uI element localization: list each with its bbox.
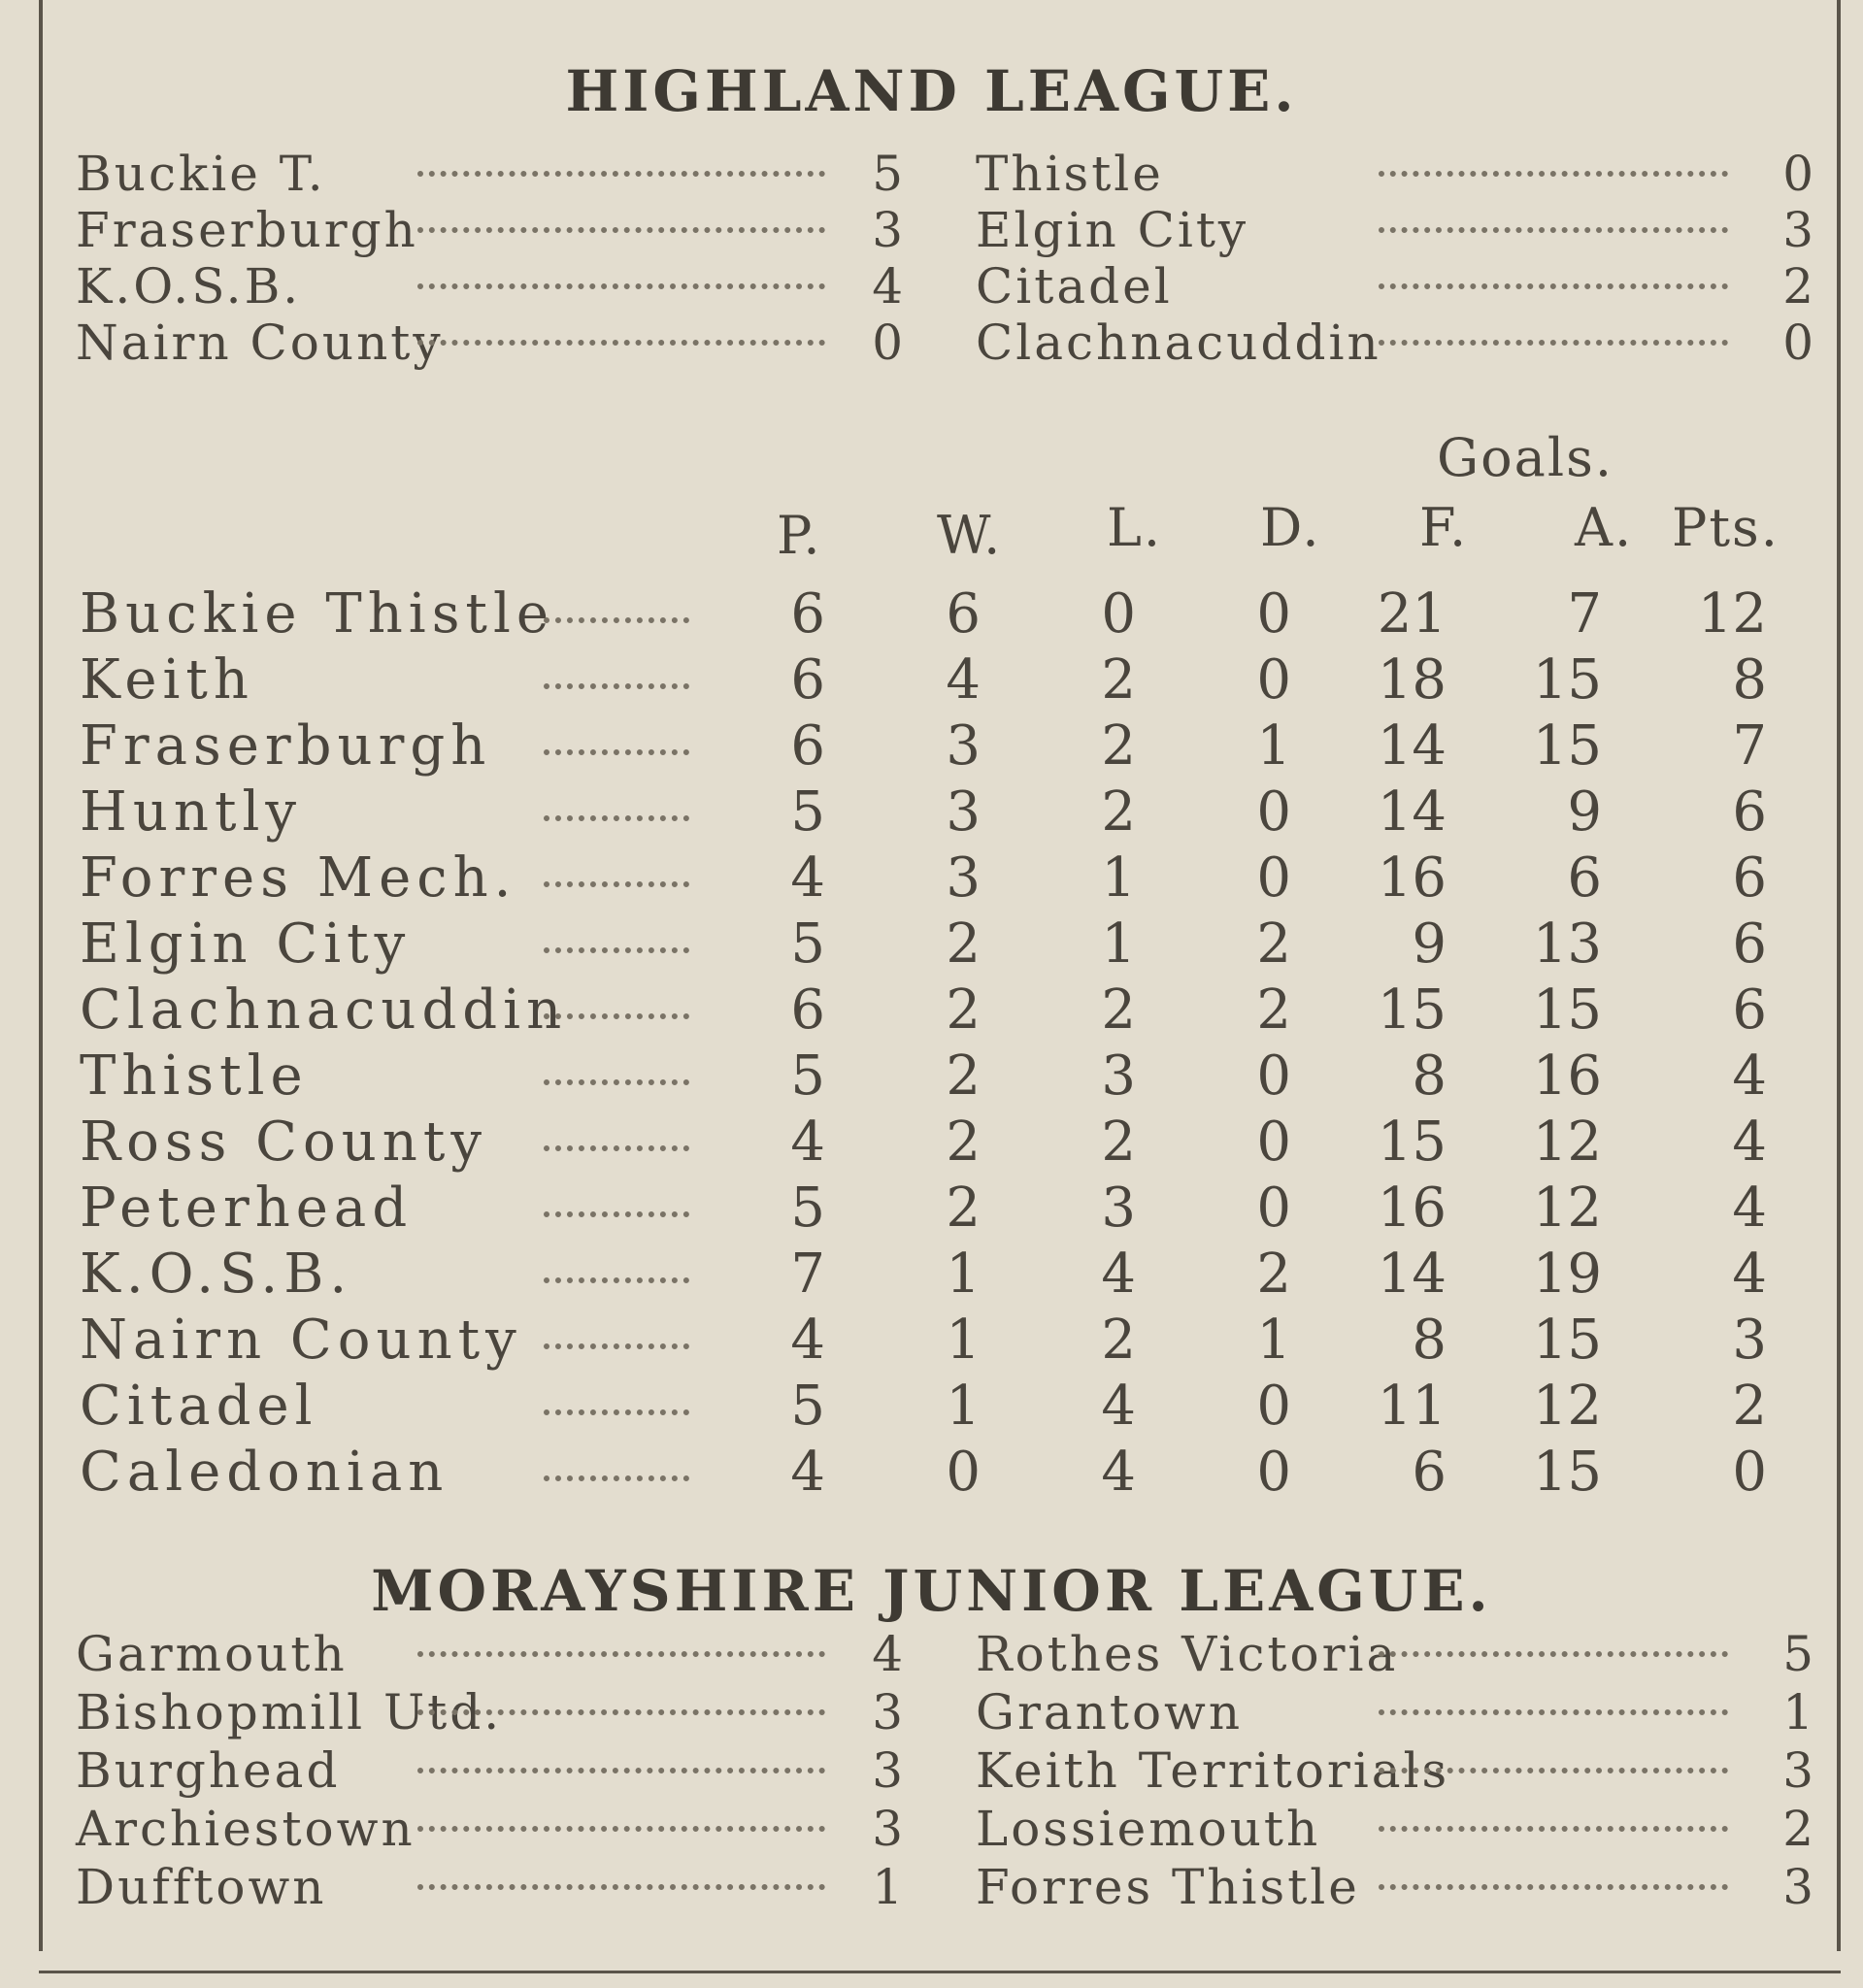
leader-dots <box>544 1409 689 1415</box>
stat-a: 12 <box>1532 1176 1602 1240</box>
team-name: Fraserburgh <box>80 714 492 778</box>
stat-p: 5 <box>790 1044 825 1108</box>
away-team: Clachnacuddin <box>976 315 1381 371</box>
leader-dots <box>417 1884 825 1890</box>
stat-f: 18 <box>1377 648 1447 712</box>
stat-p: 6 <box>790 648 825 712</box>
stat-f: 14 <box>1377 780 1447 844</box>
stat-f: 14 <box>1377 1242 1447 1306</box>
stat-d: 1 <box>1256 1309 1291 1372</box>
home-team: Fraserburgh <box>76 202 418 258</box>
team-name: Buckie Thistle <box>80 582 554 646</box>
leader-dots <box>544 1277 689 1283</box>
result-row <box>0 1801 1863 1861</box>
home-team: Burghead <box>76 1742 341 1799</box>
away-team: Elgin City <box>976 202 1249 258</box>
stat-w: 2 <box>946 912 981 976</box>
stat-d: 1 <box>1256 714 1291 778</box>
stat-w: 2 <box>946 1044 981 1108</box>
home-team: K.O.S.B. <box>76 258 302 315</box>
stat-p: 6 <box>790 582 825 646</box>
stat-w: 2 <box>946 1110 981 1174</box>
stat-l: 4 <box>1101 1441 1136 1504</box>
stat-pts: 4 <box>1732 1176 1767 1240</box>
home-team: Bishopmill Utd. <box>76 1684 503 1740</box>
leader-dots <box>544 1013 689 1019</box>
table-row <box>0 1242 1863 1309</box>
team-name: Elgin City <box>80 912 412 976</box>
leader-dots <box>1379 340 1728 346</box>
stat-d: 0 <box>1256 1044 1291 1108</box>
leader-dots <box>417 1768 825 1773</box>
leader-dots <box>1379 1884 1728 1890</box>
away-score: 3 <box>1782 1742 1813 1799</box>
header-points: Pts. <box>1672 497 1780 558</box>
stat-f: 8 <box>1412 1044 1447 1108</box>
leader-dots <box>544 1211 689 1217</box>
header-goals-for: F. <box>1419 497 1469 558</box>
stat-d: 0 <box>1256 582 1291 646</box>
leader-dots <box>417 283 825 289</box>
table-row <box>0 846 1863 912</box>
table-row <box>0 1176 1863 1242</box>
stat-p: 5 <box>790 1375 825 1438</box>
stat-d: 0 <box>1256 1441 1291 1504</box>
stat-p: 5 <box>790 780 825 844</box>
stat-a: 15 <box>1532 1441 1602 1504</box>
away-score: 3 <box>1782 1859 1813 1915</box>
leader-dots <box>544 1343 689 1349</box>
result-row <box>0 315 1863 375</box>
stat-l: 4 <box>1101 1375 1136 1438</box>
table-row <box>0 1110 1863 1176</box>
leader-dots <box>544 1475 689 1481</box>
stat-w: 3 <box>946 846 981 910</box>
stat-f: 15 <box>1377 1110 1447 1174</box>
team-name: Nairn County <box>80 1309 522 1372</box>
stat-pts: 2 <box>1732 1375 1767 1438</box>
stat-l: 2 <box>1101 978 1136 1042</box>
team-name: Keith <box>80 648 254 712</box>
stat-pts: 7 <box>1732 714 1767 778</box>
stat-pts: 6 <box>1732 846 1767 910</box>
home-team: Nairn County <box>76 315 444 371</box>
stat-l: 2 <box>1101 780 1136 844</box>
stat-f: 15 <box>1377 978 1447 1042</box>
result-row <box>0 1626 1863 1686</box>
stat-pts: 4 <box>1732 1044 1767 1108</box>
leader-dots <box>1379 227 1728 233</box>
home-score: 0 <box>872 315 903 371</box>
leader-dots <box>417 1826 825 1832</box>
stat-d: 0 <box>1256 648 1291 712</box>
stat-pts: 4 <box>1732 1242 1767 1306</box>
table-row <box>0 1441 1863 1507</box>
stat-l: 0 <box>1101 582 1136 646</box>
leader-dots <box>544 881 689 887</box>
stat-f: 16 <box>1377 846 1447 910</box>
away-score: 2 <box>1782 1801 1813 1857</box>
result-row <box>0 202 1863 262</box>
stat-pts: 0 <box>1732 1441 1767 1504</box>
stat-pts: 6 <box>1732 912 1767 976</box>
table-row <box>0 912 1863 978</box>
stat-d: 0 <box>1256 846 1291 910</box>
away-team: Rothes Victoria <box>976 1626 1399 1682</box>
stat-pts: 4 <box>1732 1110 1767 1174</box>
home-score: 4 <box>872 1626 903 1682</box>
away-score: 3 <box>1782 202 1813 258</box>
stat-w: 1 <box>946 1375 981 1438</box>
header-goals-against: A. <box>1575 497 1634 558</box>
team-name: K.O.S.B. <box>80 1242 353 1306</box>
header-played: P. <box>777 505 822 566</box>
stat-p: 7 <box>790 1242 825 1306</box>
stat-f: 6 <box>1412 1441 1447 1504</box>
stat-pts: 12 <box>1697 582 1767 646</box>
result-row <box>0 146 1863 206</box>
stat-a: 12 <box>1532 1110 1602 1174</box>
away-team: Forres Thistle <box>976 1859 1360 1915</box>
table-row <box>0 978 1863 1044</box>
stat-l: 3 <box>1101 1044 1136 1108</box>
home-score: 3 <box>872 1684 903 1740</box>
stat-p: 4 <box>790 846 825 910</box>
stat-f: 21 <box>1377 582 1447 646</box>
stat-f: 16 <box>1377 1176 1447 1240</box>
leader-dots <box>417 340 825 346</box>
table-row <box>0 582 1863 648</box>
leader-dots <box>417 171 825 177</box>
bottom-rule <box>39 1971 1841 1973</box>
highland-league-heading: HIGHLAND LEAGUE. <box>565 58 1298 124</box>
stat-w: 6 <box>946 582 981 646</box>
stat-a: 7 <box>1567 582 1602 646</box>
leader-dots <box>544 1079 689 1085</box>
stat-l: 2 <box>1101 714 1136 778</box>
stat-f: 9 <box>1412 912 1447 976</box>
team-name: Peterhead <box>80 1176 414 1240</box>
stat-w: 1 <box>946 1309 981 1372</box>
away-team: Grantown <box>976 1684 1244 1740</box>
stat-pts: 8 <box>1732 648 1767 712</box>
stat-w: 3 <box>946 714 981 778</box>
away-score: 1 <box>1782 1684 1813 1740</box>
table-row <box>0 714 1863 780</box>
leader-dots <box>1379 1826 1728 1832</box>
stat-w: 2 <box>946 978 981 1042</box>
stat-p: 6 <box>790 978 825 1042</box>
team-name: Caledonian <box>80 1441 449 1504</box>
stat-l: 4 <box>1101 1242 1136 1306</box>
morayshire-league-heading: MORAYSHIRE JUNIOR LEAGUE. <box>371 1558 1492 1624</box>
stat-a: 16 <box>1532 1044 1602 1108</box>
result-row <box>0 1684 1863 1744</box>
stat-p: 6 <box>790 714 825 778</box>
away-score: 5 <box>1782 1626 1813 1682</box>
stat-w: 4 <box>946 648 981 712</box>
result-row <box>0 1742 1863 1803</box>
away-team: Keith Territorials <box>976 1742 1450 1799</box>
goals-label: Goals. <box>1437 427 1613 488</box>
result-row <box>0 258 1863 318</box>
leader-dots <box>1379 1651 1728 1657</box>
table-row <box>0 1309 1863 1375</box>
home-score: 3 <box>872 202 903 258</box>
stat-d: 0 <box>1256 1176 1291 1240</box>
leader-dots <box>544 617 689 623</box>
leader-dots <box>544 1145 689 1151</box>
stat-a: 15 <box>1532 978 1602 1042</box>
home-score: 3 <box>872 1742 903 1799</box>
home-score: 4 <box>872 258 903 315</box>
header-drawn: D. <box>1260 497 1321 558</box>
header-won: W. <box>937 505 1003 566</box>
stat-l: 2 <box>1101 1309 1136 1372</box>
stat-l: 2 <box>1101 1110 1136 1174</box>
away-team: Citadel <box>976 258 1173 315</box>
leader-dots <box>544 815 689 821</box>
stat-l: 1 <box>1101 846 1136 910</box>
away-score: 0 <box>1782 315 1813 371</box>
home-team: Garmouth <box>76 1626 348 1682</box>
away-team: Thistle <box>976 146 1164 202</box>
stat-a: 15 <box>1532 714 1602 778</box>
leader-dots <box>1379 283 1728 289</box>
stat-f: 14 <box>1377 714 1447 778</box>
stat-pts: 3 <box>1732 1309 1767 1372</box>
stat-d: 0 <box>1256 780 1291 844</box>
home-team: Dufftown <box>76 1859 327 1915</box>
leader-dots <box>417 1709 825 1715</box>
stat-l: 1 <box>1101 912 1136 976</box>
stat-f: 8 <box>1412 1309 1447 1372</box>
stat-pts: 6 <box>1732 978 1767 1042</box>
stat-p: 4 <box>790 1309 825 1372</box>
stat-f: 11 <box>1377 1375 1447 1438</box>
team-name: Clachnacuddin <box>80 978 568 1042</box>
stat-p: 5 <box>790 912 825 976</box>
stat-w: 2 <box>946 1176 981 1240</box>
home-score: 5 <box>872 146 903 202</box>
stat-p: 5 <box>790 1176 825 1240</box>
stat-w: 0 <box>946 1441 981 1504</box>
stat-a: 6 <box>1567 846 1602 910</box>
stat-pts: 6 <box>1732 780 1767 844</box>
stat-d: 2 <box>1256 912 1291 976</box>
team-name: Forres Mech. <box>80 846 517 910</box>
leader-dots <box>1379 1768 1728 1773</box>
table-row <box>0 648 1863 714</box>
stat-p: 4 <box>790 1110 825 1174</box>
stat-p: 4 <box>790 1441 825 1504</box>
team-name: Ross County <box>80 1110 487 1174</box>
leader-dots <box>544 683 689 689</box>
table-row <box>0 1375 1863 1441</box>
leader-dots <box>1379 1709 1728 1715</box>
stat-d: 0 <box>1256 1110 1291 1174</box>
leader-dots <box>544 749 689 755</box>
stat-a: 13 <box>1532 912 1602 976</box>
stat-a: 15 <box>1532 1309 1602 1372</box>
stat-w: 1 <box>946 1242 981 1306</box>
home-team: Buckie T. <box>76 146 326 202</box>
stat-w: 3 <box>946 780 981 844</box>
leader-dots <box>544 947 689 953</box>
stat-d: 2 <box>1256 978 1291 1042</box>
table-row <box>0 780 1863 846</box>
leader-dots <box>417 227 825 233</box>
table-row <box>0 1044 1863 1110</box>
result-row <box>0 1859 1863 1919</box>
stat-d: 0 <box>1256 1375 1291 1438</box>
away-team: Lossiemouth <box>976 1801 1321 1857</box>
team-name: Citadel <box>80 1375 318 1438</box>
header-lost: L. <box>1107 497 1163 558</box>
team-name: Huntly <box>80 780 303 844</box>
stat-d: 2 <box>1256 1242 1291 1306</box>
stat-a: 9 <box>1567 780 1602 844</box>
home-score: 3 <box>872 1801 903 1857</box>
stat-a: 19 <box>1532 1242 1602 1306</box>
home-score: 1 <box>872 1859 903 1915</box>
leader-dots <box>417 1651 825 1657</box>
stat-l: 3 <box>1101 1176 1136 1240</box>
home-team: Archiestown <box>76 1801 416 1857</box>
away-score: 2 <box>1782 258 1813 315</box>
stat-a: 12 <box>1532 1375 1602 1438</box>
leader-dots <box>1379 171 1728 177</box>
team-name: Thistle <box>80 1044 309 1108</box>
away-score: 0 <box>1782 146 1813 202</box>
stat-a: 15 <box>1532 648 1602 712</box>
stat-l: 2 <box>1101 648 1136 712</box>
